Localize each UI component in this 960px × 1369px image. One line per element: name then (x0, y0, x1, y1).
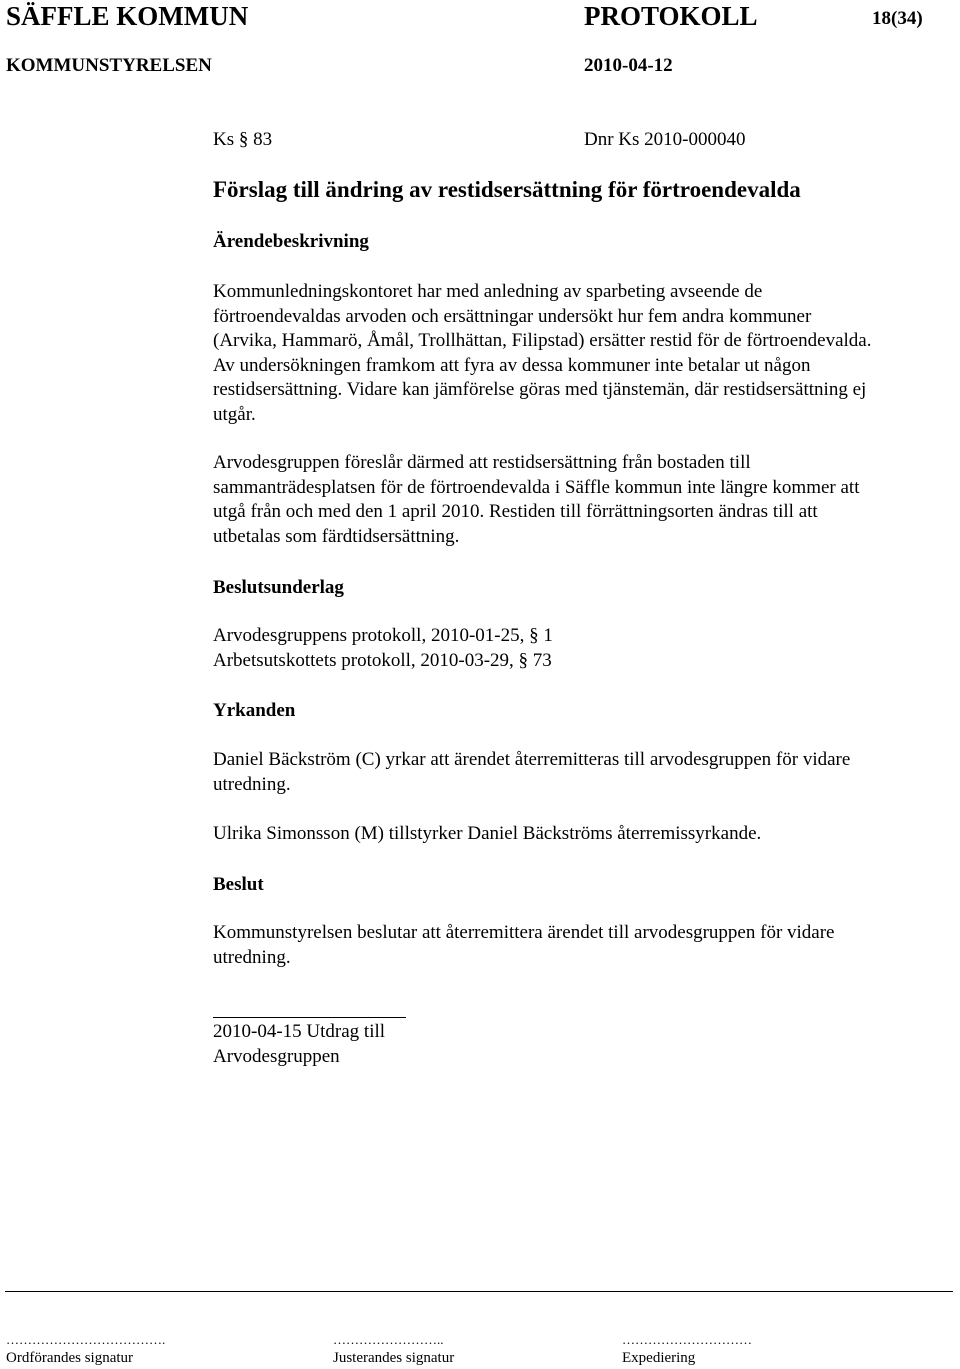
case-dnr: Dnr Ks 2010-000040 (584, 129, 746, 150)
document-type: PROTOKOLL (584, 1, 758, 31)
board-name: KOMMUNSTYRELSEN (6, 55, 212, 76)
motion-2: Ulrika Simonsson (M) tillstyrker Daniel Bäckströms återremissyrkande. (213, 823, 762, 844)
motions-heading: Yrkanden (213, 700, 296, 721)
text-line: Arvodesgruppen (213, 1045, 340, 1067)
dispatch-signature-label: Expediering (622, 1350, 696, 1366)
text-line: förtroendevaldas arvoden och ersättningar undersökt hur fem andra kommuner (213, 305, 812, 327)
decision-heading: Beslut (213, 874, 264, 895)
text-line: utgå från och med den 1 april 2010. Restiden till förrättningsorten ändras till att (213, 501, 818, 522)
text-line: Kommunledningskontoret har med anledning av sparbeting avseende de (213, 281, 763, 302)
chair-signature-label: Ordförandes signatur (6, 1350, 134, 1366)
adjuster-signature-label: Justerandes signatur (333, 1350, 455, 1366)
basis-item: Arbetsutskottets protokoll, 2010-03-29, § 73 (213, 649, 552, 671)
case-line (213, 128, 958, 154)
text-line: utbetalas som färdtidsersättning. (213, 525, 460, 547)
decision-text (213, 921, 958, 970)
description-paragraph-2 (213, 451, 958, 549)
text-line: (Arvika, Hammarö, Åmål, Trollhättan, Filipstad) ersätter restid för de förtroendevalda. (213, 330, 872, 351)
text-line: restidsersättning. Vidare kan jämförelse göras med tjänstemän, där restidsersättning ej (213, 379, 867, 400)
dispatch-rule (213, 1017, 406, 1018)
case-title: Förslag till ändring av restidsersättning för förtroendevalda (213, 177, 801, 202)
basis-item: Arvodesgruppens protokoll, 2010-01-25, § 1 (213, 625, 553, 646)
basis-list (213, 624, 958, 673)
adjuster-signature-line: …………………….. (333, 1332, 444, 1347)
text-line: utredning. (213, 773, 291, 795)
text-line: 2010-04-15 Utdrag till (213, 1021, 386, 1042)
dispatch-note (213, 1020, 958, 1069)
text-line: Daniel Bäckström (C) yrkar att ärendet återremitteras till arvodesgruppen för vidare (213, 749, 851, 770)
text-line: Av undersökningen framkom att fyra av dessa kommuner inte betalar ut någon (213, 354, 811, 376)
motion-1 (213, 748, 958, 797)
meeting-date: 2010-04-12 (584, 55, 673, 76)
text-line: utgår. (213, 403, 256, 425)
basis-heading: Beslutsunderlag (213, 577, 344, 598)
page-number: 18(34) (872, 8, 923, 29)
description-paragraph-1 (213, 280, 958, 427)
footer-rule (5, 1291, 953, 1292)
dispatch-signature-line: ………………………… (622, 1332, 752, 1347)
municipality-name: SÄFFLE KOMMUN (6, 1, 249, 31)
chair-signature-line: ………………………………. (6, 1332, 166, 1347)
text-line: Kommunstyrelsen beslutar att återremittera ärendet till arvodesgruppen för vidare (213, 922, 835, 943)
text-line: utredning. (213, 946, 291, 968)
description-heading: Ärendebeskrivning (213, 231, 369, 252)
text-line: sammanträdesplatsen för de förtroendevalda i Säffle kommun inte längre kommer att (213, 476, 860, 498)
text-line: Arvodesgruppen föreslår därmed att restidsersättning från bostaden till (213, 452, 751, 473)
case-paragraph: Ks § 83 (213, 129, 273, 150)
